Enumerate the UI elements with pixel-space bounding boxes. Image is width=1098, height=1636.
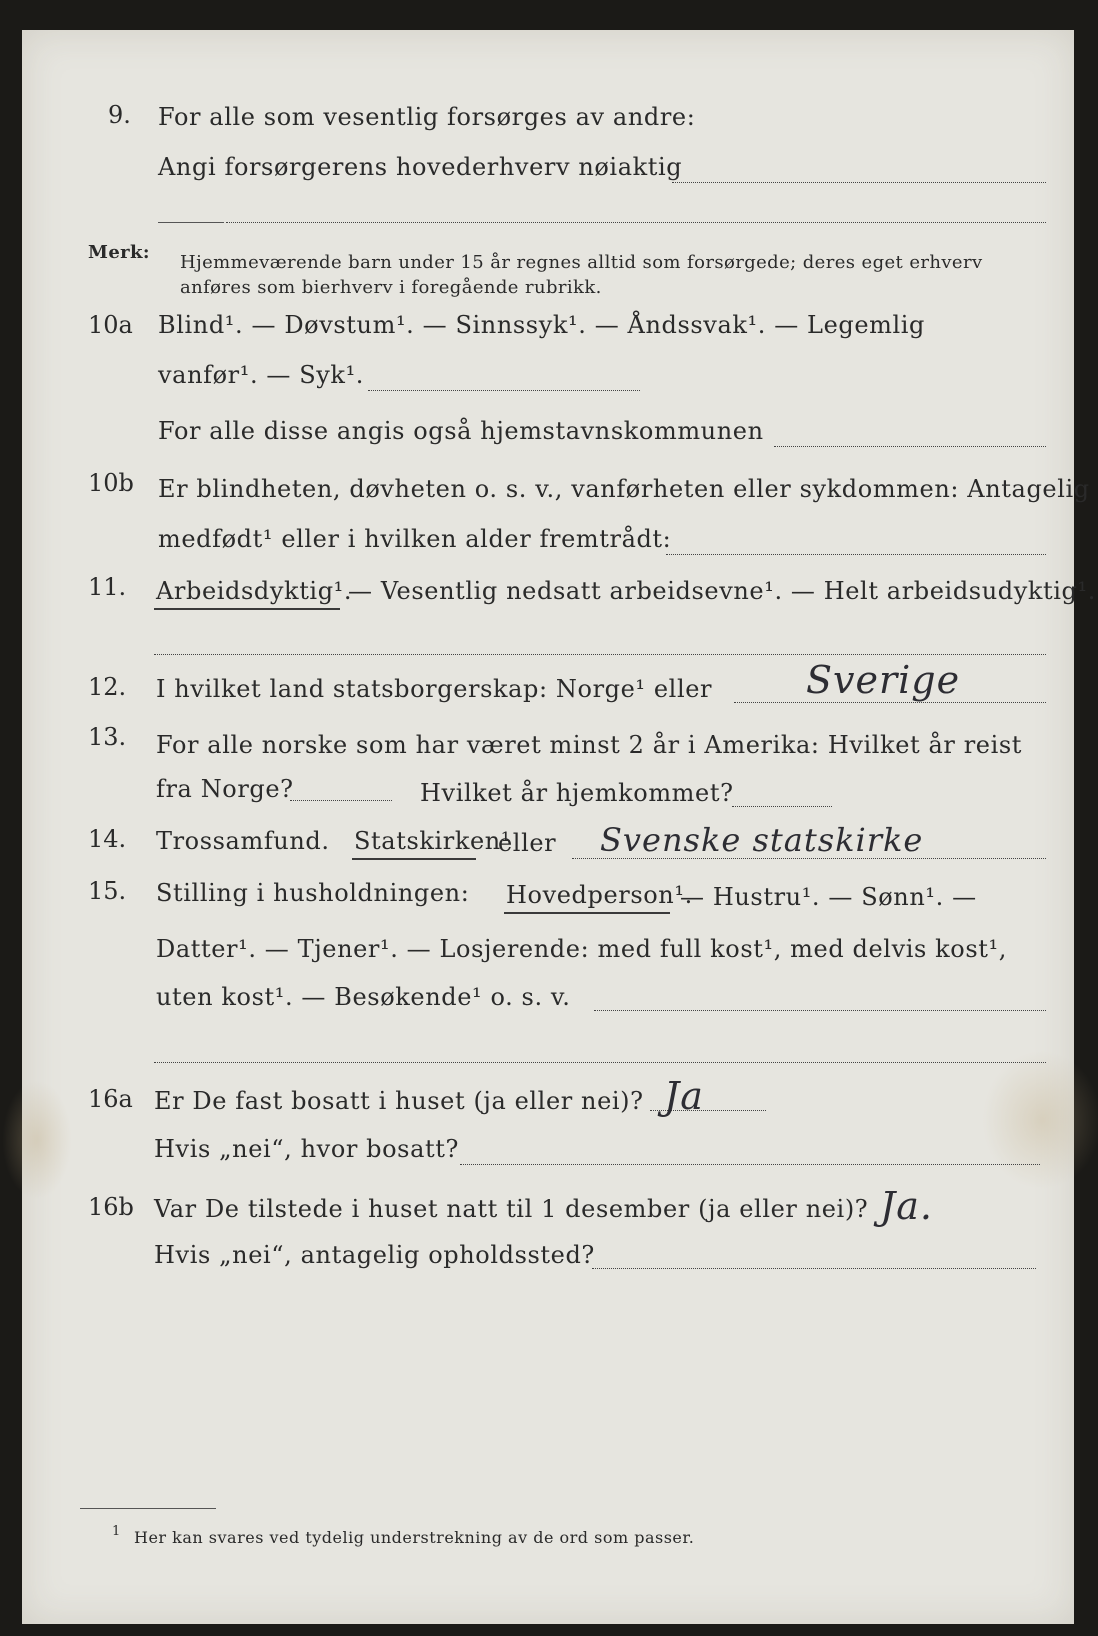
q13-number: 13. (88, 723, 127, 751)
paper-stain (2, 1080, 72, 1200)
q11-other-options: — Vesentlig nedsatt arbeidsevne¹. — Helt arbeidsudyktig¹. (348, 577, 1096, 605)
footnote-text: Her kan svares ved tydelig understrekning av de ord som passer. (134, 1528, 695, 1547)
q10a-text-line1: Blind¹. — Døvstum¹. — Sinnssyk¹. — Åndssvak¹. — Legemlig (158, 311, 926, 339)
q9-text-line2: Angi forsørgerens hovederhverv nøiaktig (158, 153, 683, 181)
q10a-number: 10a (88, 311, 133, 339)
q15-option-hovedperson: Hovedperson¹. (506, 881, 693, 909)
q16b-handwritten-answer: Ja. (880, 1184, 933, 1228)
q14-answer-underline (352, 858, 476, 860)
q16a-number: 16a (88, 1085, 133, 1113)
q15-answer-line-2[interactable] (154, 1062, 1046, 1063)
q15-options-line1: — Hustru¹. — Sønn¹. — (680, 883, 977, 911)
q10a-text-line3: For alle disse angis også hjemstavnskommunen (158, 417, 764, 445)
q15-label: Stilling i husholdningen: (156, 879, 470, 907)
q13-hjemkommet-line[interactable] (732, 806, 832, 807)
q10a-answer-line[interactable] (368, 390, 640, 391)
q15-options-line3: uten kost¹. — Besøkende¹ o. s. v. (156, 983, 571, 1011)
q10b-text-line1: Er blindheten, døvheten o. s. v., vanførheten eller sykdommen: Antagelig (158, 475, 1090, 503)
q9-text-line1: For alle som vesentlig forsørges av andre: (158, 103, 696, 131)
q13-text-line2b: Hvilket år hjemkommet? (420, 779, 734, 807)
q14-number: 14. (88, 825, 127, 853)
q10a-text-line2: vanfør¹. — Syk¹. (158, 361, 365, 389)
q12-handwritten-answer: Sverige (806, 658, 961, 702)
footnote-mark: 1 (112, 1524, 121, 1539)
q10b-number: 10b (88, 469, 134, 497)
q14-handwritten-answer: Svenske statskirke (600, 821, 924, 859)
q13-reist-line[interactable] (290, 800, 392, 801)
q16b-answer-line[interactable] (592, 1268, 1036, 1269)
q15-answer-line[interactable] (594, 1010, 1046, 1011)
q11-option-arbeidsdyktig: Arbeidsdyktig¹. (156, 577, 353, 605)
q9-answer-line[interactable] (672, 182, 1046, 183)
q16a-text-line2: Hvis „nei“, hvor bosatt? (154, 1135, 459, 1163)
q15-options-line2: Datter¹. — Tjener¹. — Losjerende: med full kost¹, med delvis kost¹, (156, 935, 1007, 963)
q16a-text-line1: Er De fast bosatt i huset (ja eller nei)? (154, 1087, 644, 1115)
q9-number: 9. (108, 101, 131, 129)
q10b-text-line2: medfødt¹ eller i hvilken alder fremtrådt: (158, 525, 672, 553)
q10a-hjemstavn-line[interactable] (774, 446, 1046, 447)
q11-answer-underline (154, 608, 340, 610)
merk-line2: anføres som bierhverv i foregående rubrikk. (180, 277, 602, 298)
q9-answer-line-2[interactable] (226, 222, 1046, 223)
q16a-bosatt-line[interactable] (460, 1164, 1040, 1165)
q16a-handwritten-answer: Ja (664, 1074, 704, 1118)
q11-answer-line[interactable] (154, 654, 1046, 655)
q12-text: I hvilket land statsborgerskap: Norge¹ eller (156, 675, 713, 703)
q11-number: 11. (88, 573, 127, 601)
q14-eller: eller (498, 829, 557, 857)
q16b-number: 16b (88, 1193, 134, 1221)
q13-text-line2a: fra Norge? (156, 775, 294, 803)
q13-text-line1: For alle norske som har været minst 2 år i Amerika: Hvilket år reist (156, 731, 1023, 759)
q9-short-rule (158, 222, 224, 223)
q15-number: 15. (88, 877, 127, 905)
q12-answer-line[interactable] (734, 702, 1046, 703)
q16b-text-line1: Var De tilstede i huset natt til 1 desember (ja eller nei)? (154, 1195, 869, 1223)
q15-answer-underline (504, 912, 670, 914)
merk-label: Merk: (88, 242, 150, 263)
q12-number: 12. (88, 673, 127, 701)
q16b-text-line2: Hvis „nei“, antagelig opholdssted? (154, 1241, 595, 1269)
paper-stain (982, 1050, 1098, 1190)
q14-option-statskirken: Statskirken¹ (354, 827, 512, 855)
merk-line1: Hjemmeværende barn under 15 år regnes alltid som forsørgede; deres eget erhverv (180, 252, 983, 273)
q10b-answer-line[interactable] (666, 554, 1046, 555)
footnote-rule (80, 1508, 216, 1509)
q14-label: Trossamfund. (156, 827, 330, 855)
